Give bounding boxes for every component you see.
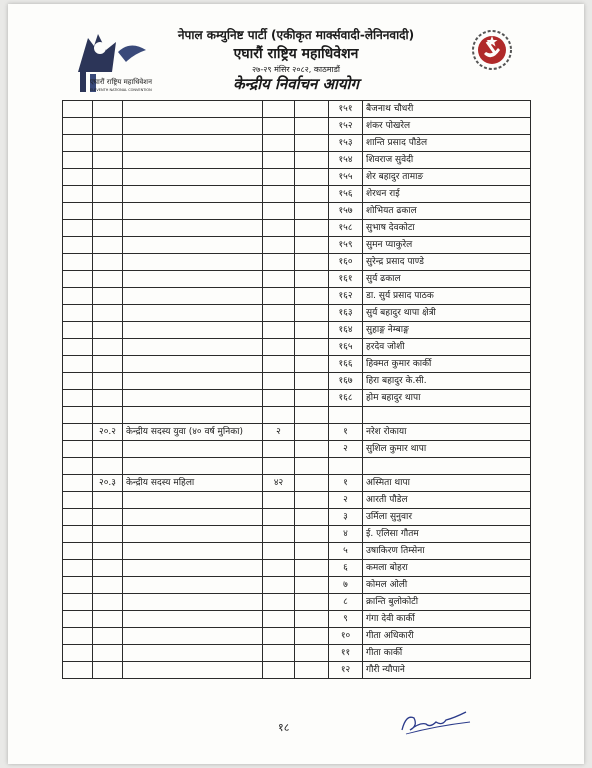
serial-number: १६३ [329,305,363,322]
blank-cell [263,509,295,526]
blank-cell [63,526,93,543]
blank-cell [123,662,263,679]
blank-cell [295,509,329,526]
blank-cell [263,135,295,152]
table-row [63,560,531,577]
blank-cell [263,288,295,305]
blank-cell [63,611,93,628]
blank-cell [123,203,263,220]
blank-cell [123,594,263,611]
blank-cell [295,560,329,577]
blank-cell [63,407,93,424]
blank-cell [63,271,93,288]
table-row [63,305,531,322]
table-row [63,577,531,594]
blank-cell [93,186,123,203]
blank-cell [123,543,263,560]
serial-number: १५६ [329,186,363,203]
table-row [63,543,531,560]
document-header [8,4,584,96]
blank-cell [263,628,295,645]
table-row [63,390,531,407]
blank-cell [295,390,329,407]
table-row [63,628,531,645]
blank-cell [63,203,93,220]
blank-cell [295,356,329,373]
blank-cell [93,101,123,118]
blank-cell [263,254,295,271]
blank-cell [63,628,93,645]
candidate-name: सुरेन्द्र प्रसाद पाण्डे [363,254,531,271]
blank-cell [295,577,329,594]
blank-cell [123,509,263,526]
blank-cell [93,322,123,339]
table-row [63,356,531,373]
blank-cell [93,645,123,662]
table-row [63,203,531,220]
candidate-name: अस्मिता थापा [363,475,531,492]
blank-cell [295,339,329,356]
serial-number: १५८ [329,220,363,237]
blank-cell [93,152,123,169]
blank-cell [295,628,329,645]
blank-cell [93,543,123,560]
blank-cell [295,152,329,169]
blank-cell [63,152,93,169]
blank-cell [93,594,123,611]
table-row [63,101,531,118]
blank-cell [63,594,93,611]
signature [396,704,476,740]
blank-cell [63,322,93,339]
section-code: २०.२ [93,424,123,441]
blank-cell [263,271,295,288]
blank-cell [295,441,329,458]
blank-cell [123,152,263,169]
serial-number: १५१ [329,101,363,118]
blank-cell [295,475,329,492]
blank-cell [295,254,329,271]
blank-cell [295,101,329,118]
blank-cell [63,645,93,662]
blank-cell [93,135,123,152]
section-seats: २ [263,424,295,441]
blank-cell [123,645,263,662]
candidate-table [62,100,531,679]
blank-cell [295,135,329,152]
blank-cell [123,237,263,254]
document-page [8,4,584,764]
candidate-name: उर्मिला सुनुवार [363,509,531,526]
candidate-name: ई. एलिसा गौतम [363,526,531,543]
blank-cell [63,560,93,577]
blank-cell [63,458,93,475]
serial-number: १६७ [329,373,363,390]
blank-cell [295,407,329,424]
blank-cell [63,390,93,407]
table-row [63,645,531,662]
table-row [63,254,531,271]
blank-cell [63,254,93,271]
blank-cell [63,169,93,186]
blank-cell [263,305,295,322]
blank-cell [263,339,295,356]
blank-cell [295,220,329,237]
blank-cell [123,577,263,594]
blank-cell [263,390,295,407]
blank-cell [295,203,329,220]
blank-cell [295,186,329,203]
blank-cell [93,288,123,305]
blank-cell [295,271,329,288]
candidate-name: गीता कार्की [363,645,531,662]
blank-cell [93,526,123,543]
blank-cell [93,237,123,254]
blank-cell [123,390,263,407]
blank-cell [123,271,263,288]
blank-cell [295,662,329,679]
serial-number: ८ [329,594,363,611]
blank-cell [295,305,329,322]
blank-cell [93,356,123,373]
blank-cell [63,441,93,458]
table-row [63,152,531,169]
candidate-name: सुमन प्याकुरेल [363,237,531,254]
blank-cell [93,611,123,628]
serial-number: १६१ [329,271,363,288]
candidate-name: सुर्य बहादुर थापा क्षेत्री [363,305,531,322]
candidate-name: गीता अधिकारी [363,628,531,645]
candidate-name: आरती पौडेल [363,492,531,509]
serial-number: १६० [329,254,363,271]
blank-cell [263,118,295,135]
candidate-name: शान्ति प्रसाद पौडेल [363,135,531,152]
blank-cell [123,611,263,628]
serial-number: १६४ [329,322,363,339]
section-category: केन्द्रीय सदस्य युवा (४० वर्ष मुनिका) [123,424,263,441]
blank-cell [93,458,123,475]
blank-cell [93,628,123,645]
blank-cell [123,560,263,577]
blank-cell [63,186,93,203]
blank-cell [63,475,93,492]
serial-number: ११ [329,645,363,662]
blank-cell [93,509,123,526]
table-row [63,492,531,509]
blank-cell [295,118,329,135]
blank-cell [93,254,123,271]
candidate-name: सुभाष देवकोटा [363,220,531,237]
blank-cell [295,424,329,441]
candidate-name: शोभियत ढकाल [363,203,531,220]
blank-cell [123,339,263,356]
candidate-name: सुशिल कुमार थापा [363,441,531,458]
blank-cell [263,152,295,169]
blank-cell [123,492,263,509]
table-row [63,526,531,543]
serial-number: १५५ [329,169,363,186]
table-row [63,424,531,441]
blank-cell [123,305,263,322]
candidate-name: क्रान्ति बुलोकोटी [363,594,531,611]
table-row [63,594,531,611]
candidate-name: गौरी न्यौपाने [363,662,531,679]
section-seats: ४२ [263,475,295,492]
blank-cell [123,526,263,543]
blank-cell [93,577,123,594]
table-row [63,169,531,186]
table-row [63,135,531,152]
party-name: नेपाल कम्युनिष्ट पार्टी (एकीकृत मार्क्सवादी-लेनिनवादी) [177,28,415,42]
blank-cell [123,135,263,152]
serial-number: १५४ [329,152,363,169]
blank-cell [123,220,263,237]
blank-cell [63,237,93,254]
blank-cell [263,441,295,458]
table-row [63,322,531,339]
section-code: २०.३ [93,475,123,492]
blank-cell [263,662,295,679]
blank-cell [295,373,329,390]
blank-cell [295,322,329,339]
event-title: एघारौं राष्ट्रिय महाधिवेशन [233,46,359,62]
blank-cell [295,237,329,254]
blank-cell [93,169,123,186]
blank-cell [263,237,295,254]
blank-cell [63,356,93,373]
commission-title: केन्द्रीय निर्वाचन आयोग [233,75,359,93]
blank-cell [295,169,329,186]
blank-cell [123,169,263,186]
blank-cell [93,492,123,509]
blank-cell [93,220,123,237]
blank-cell [295,288,329,305]
serial-number: १६६ [329,356,363,373]
blank-cell [123,254,263,271]
blank-cell [295,526,329,543]
blank-cell [123,118,263,135]
blank-cell [295,492,329,509]
candidate-name: होम बहादुर थापा [363,390,531,407]
blank-cell [263,322,295,339]
blank-cell [63,220,93,237]
blank-cell [63,339,93,356]
blank-cell [63,492,93,509]
serial-number: १० [329,628,363,645]
serial-number: १५२ [329,118,363,135]
blank-cell [123,407,263,424]
table-row [63,475,531,492]
blank-cell [93,390,123,407]
candidate-name: डा. सुर्य प्रसाद पाठक [363,288,531,305]
blank-cell [93,662,123,679]
blank-cell [295,594,329,611]
logo-text-line2: ELEVENTH NATIONAL CONVENTION [90,88,152,92]
table-row [63,662,531,679]
blank-cell [263,407,295,424]
date-place: २७-२९ मंसिर २०८२, काठमाडौं [252,65,340,74]
blank-cell [63,101,93,118]
candidate-name: हिरा बहादुर के.सी. [363,373,531,390]
party-emblem-icon [470,28,514,72]
table-row [63,186,531,203]
blank-cell [263,492,295,509]
blank-cell [63,662,93,679]
candidate-name: हरदेव जोशी [363,339,531,356]
candidate-name: कमला बोहरा [363,560,531,577]
section-separator [63,407,531,424]
page-number: १८ [278,721,290,734]
blank-cell [93,560,123,577]
serial-number: ९ [329,611,363,628]
serial-number: १५३ [329,135,363,152]
logo-text-line1: एघारौं राष्ट्रिय महाधिवेशन [90,78,152,86]
blank-cell [63,118,93,135]
serial-number: ७ [329,577,363,594]
table-row [63,441,531,458]
blank-cell [123,373,263,390]
blank-cell [263,356,295,373]
serial-number: ३ [329,509,363,526]
blank-cell [263,560,295,577]
blank-cell [295,611,329,628]
blank-cell [263,526,295,543]
blank-cell [329,407,363,424]
blank-cell [263,220,295,237]
blank-cell [123,441,263,458]
serial-number: ४ [329,526,363,543]
candidate-name: गंगा देवी कार्की [363,611,531,628]
serial-number: १२ [329,662,363,679]
serial-number: १६२ [329,288,363,305]
serial-number: २ [329,492,363,509]
blank-cell [263,645,295,662]
serial-number: १५७ [329,203,363,220]
candidate-name: कोमल ओली [363,577,531,594]
candidate-name: शंकर पोखरेल [363,118,531,135]
blank-cell [93,305,123,322]
blank-cell [295,543,329,560]
blank-cell [363,407,531,424]
blank-cell [63,305,93,322]
blank-cell [123,288,263,305]
blank-cell [93,339,123,356]
blank-cell [263,543,295,560]
serial-number: २ [329,441,363,458]
serial-number: १६८ [329,390,363,407]
blank-cell [63,135,93,152]
serial-number: १६५ [329,339,363,356]
blank-cell [363,458,531,475]
blank-cell [295,645,329,662]
blank-cell [123,458,263,475]
table-row [63,611,531,628]
candidate-name: बैजनाथ चौधरी [363,101,531,118]
blank-cell [295,458,329,475]
blank-cell [93,203,123,220]
section-separator [63,458,531,475]
candidate-name: हिक्मत कुमार कार्की [363,356,531,373]
blank-cell [63,509,93,526]
table-row [63,339,531,356]
serial-number: ६ [329,560,363,577]
blank-cell [263,577,295,594]
table-row [63,220,531,237]
blank-cell [329,458,363,475]
blank-cell [123,628,263,645]
blank-cell [63,288,93,305]
blank-cell [263,203,295,220]
blank-cell [93,373,123,390]
blank-cell [93,271,123,288]
blank-cell [263,186,295,203]
blank-cell [63,424,93,441]
serial-number: १ [329,424,363,441]
table-row [63,118,531,135]
serial-number: ५ [329,543,363,560]
blank-cell [263,458,295,475]
candidate-name: उषाकिरण तिम्सेना [363,543,531,560]
candidate-name: नरेश रोकाया [363,424,531,441]
serial-number: १ [329,475,363,492]
table-row [63,237,531,254]
section-category: केन्द्रीय सदस्य महिला [123,475,263,492]
candidate-name: शेरधन राई [363,186,531,203]
serial-number: १५९ [329,237,363,254]
table-row [63,288,531,305]
table-row [63,271,531,288]
blank-cell [263,101,295,118]
candidate-name: शेर बहादुर तामाङ [363,169,531,186]
blank-cell [93,407,123,424]
blank-cell [63,577,93,594]
blank-cell [123,186,263,203]
blank-cell [263,594,295,611]
blank-cell [63,373,93,390]
blank-cell [63,543,93,560]
candidate-name: सुर्य ढकाल [363,271,531,288]
candidate-name: शिवराज सुवेदी [363,152,531,169]
blank-cell [123,322,263,339]
candidate-name: सुहाङ्ग नेम्बाङ्ग [363,322,531,339]
blank-cell [263,611,295,628]
blank-cell [93,441,123,458]
blank-cell [263,373,295,390]
blank-cell [93,118,123,135]
blank-cell [123,101,263,118]
blank-cell [123,356,263,373]
table-row [63,373,531,390]
blank-cell [263,169,295,186]
table-row [63,509,531,526]
